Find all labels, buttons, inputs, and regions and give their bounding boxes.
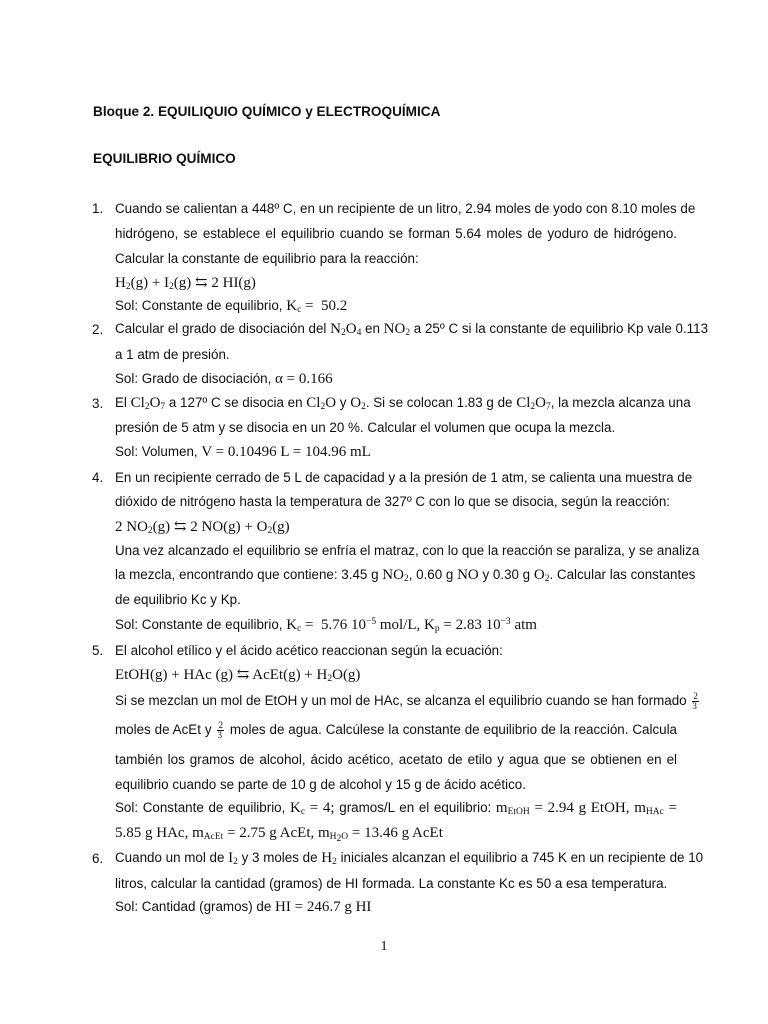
solution-line: Sol: Constante de equilibrio, $K_c = 4$; gramos/L en el equilibrio: $m_{EtOH} = 2.94$ g EtOH, $m_{HAc}$ = [115,800,678,817]
fraction: $\frac{2}{3}$ [692,691,698,711]
problem-number: 4. [92,470,104,485]
reaction-equation: EtOH(g) + HAc (g) ⇆ AcEt(g) + $H_2O(g)$ [115,667,361,684]
solution-line: Sol: Volumen, V = 0.10496 L = 104.96 mL [115,444,371,460]
problem-text-line: de equilibrio Kc y Kp. [115,592,241,607]
problem-text-line: Cuando se calientan a 448º C, en un recipiente de un litro, 2.94 moles de yodo con 8.10 moles de [115,201,696,216]
problem-number: 2. [92,322,104,337]
problem-text-line: Si se mezclan un mol de EtOH y un mol de HAc, se alcanza el equilibrio cuando se han formado $\frac{2}{3}$ [115,691,698,711]
problem-number: 1. [92,201,104,216]
problem-text-line: Calcular la constante de equilibrio para la reacción: [115,251,419,266]
problem-text-line: El alcohol etílico y el ácido acético reaccionan según la ecuación: [115,643,503,658]
problem-text-line: litros, calcular la cantidad (gramos) de HI formada. La constante Kc es 50 a esa temperatura. [115,876,668,891]
problem-text-line: hidrógeno, se establece el equilibrio cuando se forman 5.64 moles de yoduro de hidrógeno. [115,226,677,241]
block-title: Bloque 2. EQUILIQUIO QUÍMICO y ELECTROQUÍMICA [93,104,441,119]
problem-text-line: moles de AcEt y $\frac{2}{3}$ moles de agua. Calcúlese la constante de equilibrio de la reacción. Calcula [115,720,678,740]
section-title: EQUILIBRIO QUÍMICO [93,151,236,166]
problem-number: 6. [92,851,104,866]
problem-text-line: a 1 atm de presión. [115,347,230,362]
problem-text-line: En un recipiente cerrado de 5 L de capacidad y a la presión de 1 atm, se calienta una muestra de [115,470,693,485]
solution-line: Sol: Constante de equilibrio, $K_c = 50.2$ [115,298,348,315]
reaction-equation: 2 $NO_2(g)$ ⇆ 2 $NO(g) + O_2(g)$ [115,519,290,536]
problem-text-line: El $Cl_2O_7$ a 127º C se disocia en $Cl_2O$ y $O_2$. Si se colocan 1.83 g de $Cl_2O_7$, la mezcla alcanza una [115,395,691,412]
problem-text-line: dióxido de nitrógeno hasta la temperatura de 327º C con lo que se disocia, según la reacción: [115,494,671,509]
problem-text-line: Calcular el grado de disociación del $N_2O_4$ en $NO_2$ a 25º C si la constante de equilibrio Kp vale 0.113 [115,321,709,338]
problem-text-line: Una vez alcanzado el equilibrio se enfría el matraz, con lo que la reacción se paraliza, y se analiza [115,543,700,558]
reaction-equation: $H_2(g) + I_2(g)$ ⇆ 2 HI(g) [115,275,256,292]
solution-line: Sol: Constante de equilibrio, $K_c = 5.76$ $10^{-5}$ mol/L, $K_p = 2.83$ $10^{-3}$ atm [115,617,537,634]
problem-text-line: presión de 5 atm y se disocia en un 20 %. Calcular el volumen que ocupa la mezcla. [115,420,616,435]
page-number: 1 [380,939,388,954]
fraction: $\frac{2}{3}$ [217,720,223,740]
problem-text-line: equilibrio cuando se parte de 10 g de alcohol y 15 g de ácido acético. [115,777,526,792]
problem-number: 5. [92,643,104,658]
problem-text-line: Cuando un mol de $I_2$ y 3 moles de $H_2$ iniciales alcanzan el equilibrio a 745 K en un recipiente de 10 [115,850,704,867]
solution-line: Sol: Grado de disociación, α = 0.166 [115,371,333,387]
solution-line: 5.85 g HAc, $m_{AcEt} = 2.75$ g AcEt, $m_{H_2O} = 13.46$ g AcEt [115,825,443,844]
problem-text-line: la mezcla, encontrando que contiene: 3.45 g $NO_2$, 0.60 g NO y 0.30 g $O_2$. Calcular las constantes [115,567,696,584]
problem-text-line: también los gramos de alcohol, ácido acético, acetato de etilo y agua que se obtienen en el [115,752,677,767]
solution-line: Sol: Cantidad (gramos) de HI = 246.7 g HI [115,899,372,915]
problem-number: 3. [92,396,104,411]
